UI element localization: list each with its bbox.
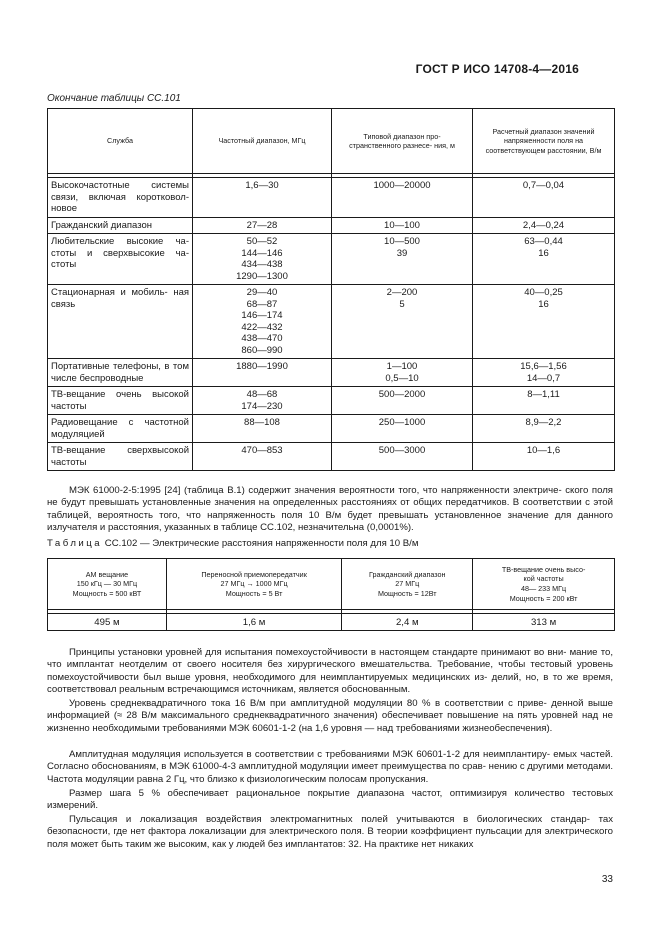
paragraph: Пульсация и локализация воздействия электромагнитных полей учитываются в биологических стандар- тах безопасности, где нет фактора локализации для электрического поля. В теории коэффициент пульсации для электрического поля может быть таким же высоким, как у людей без имплантатов: 32. На практике нет никаких <box>47 814 613 850</box>
service-cell: Гражданский диапазон <box>48 217 193 234</box>
field-distance-table <box>47 558 615 631</box>
field-cell <box>473 443 615 471</box>
dist-cell <box>332 285 473 359</box>
field-value: 63—0,44 <box>524 236 563 247</box>
dist-value: 250—1000 <box>378 417 426 428</box>
table-row <box>48 178 615 218</box>
header-line: 27 МГц <box>395 579 420 589</box>
table-row <box>48 387 615 415</box>
header-line: Мощность = 12Вт <box>377 588 437 598</box>
freq-value: 88—108 <box>244 417 280 428</box>
distance-value: 2,4 м <box>342 614 473 631</box>
dist-cell <box>332 443 473 471</box>
field-value: 0,7—0,04 <box>522 180 565 191</box>
table-row <box>48 285 615 359</box>
service-cell: ТВ-вещание очень высокой частоты <box>48 387 193 415</box>
table-row <box>48 234 615 285</box>
dist-cell <box>332 359 473 387</box>
paragraph: Уровень среднеквадратичного тока 16 В/м при амплитудной модуляции 80 % в соответствии с приве- денной выше информацией (≈ 28 В/м максимального среднеквадратичного значения) обеспечивает повышение на пять уровней над не жизненно необходимыми требованиями МЭК 60601-1-2 (на 1,6 уровня — над требованиями жизнеобеспечения). <box>47 698 613 734</box>
freq-value: 68—87 <box>246 298 278 310</box>
header-line: Гражданский диапазон <box>369 569 446 579</box>
dist-value: 2—200 <box>386 287 418 298</box>
freq-cell <box>193 415 332 443</box>
dist-value: 5 <box>399 298 405 310</box>
freq-cell <box>193 178 332 218</box>
freq-value: 50—52 <box>246 236 278 247</box>
dist-cell <box>332 234 473 285</box>
field-value: 16 <box>538 247 549 259</box>
header-line: Мощность = 500 кВТ <box>72 588 142 598</box>
header-line: 48— 233 МГц <box>521 584 567 593</box>
field-cell <box>473 387 615 415</box>
header-line: кой частоты <box>523 574 564 584</box>
freq-cell <box>193 359 332 387</box>
table1-caption: Окончание таблицы СС.101 <box>47 93 181 104</box>
service-cell: Радиовещание с частотной модуляцией <box>48 415 193 443</box>
paragraph: Размер шага 5 % обеспечивает рациональное покрытие диапазона частот, оптимизируя количество тестовых измерений. <box>47 788 613 812</box>
service-cell: Высокочастотные системы связи, включая коротковол- новое <box>48 178 193 218</box>
field-value: 16 <box>538 298 549 310</box>
frequency-table <box>47 108 615 471</box>
table-row <box>48 359 615 387</box>
field-value: 8—1,11 <box>527 389 560 400</box>
header-line: Мощность = 5 Вт <box>225 588 283 598</box>
distance-value: 495 м <box>48 614 167 631</box>
dist-value: 1—100 <box>386 361 418 372</box>
header-line: Мощность = 200 кВт <box>509 593 578 603</box>
table-row <box>48 443 615 471</box>
dist-value: 0,5—10 <box>385 372 419 384</box>
freq-value: 29—40 <box>246 287 278 298</box>
document-header: ГОСТ Р ИСО 14708-4—2016 <box>415 62 579 76</box>
header-line: ТВ-вещание очень высо- <box>501 564 586 574</box>
dist-cell <box>332 178 473 218</box>
freq-value: 1290—1300 <box>236 270 288 282</box>
table-row <box>48 217 615 234</box>
page-number: 33 <box>601 874 613 885</box>
service-cell: Стационарная и мобиль- ная связь <box>48 285 193 359</box>
freq-value: 422—432 <box>241 321 283 333</box>
service-cell: Портативные телефоны, в том числе беспроводные <box>48 359 193 387</box>
field-value: 40—0,25 <box>524 287 563 298</box>
column-header <box>166 559 341 610</box>
dist-value: 10—500 <box>384 236 420 247</box>
column-header <box>473 559 615 610</box>
column-header <box>48 559 167 610</box>
freq-value: 174—230 <box>241 400 283 412</box>
table2-caption <box>47 538 418 549</box>
dist-cell <box>332 387 473 415</box>
field-cell <box>473 217 615 234</box>
freq-cell <box>193 443 332 471</box>
service-cell: ТВ-вещание сверхвысокой частоты <box>48 443 193 471</box>
freq-value: 470—853 <box>241 445 283 456</box>
freq-value: 144—146 <box>241 247 283 259</box>
freq-cell <box>193 387 332 415</box>
freq-cell <box>193 285 332 359</box>
dist-cell <box>332 217 473 234</box>
dist-value: 500—3000 <box>378 445 426 456</box>
field-value: 2,4—0,24 <box>522 219 565 231</box>
freq-cell <box>193 234 332 285</box>
header-line: 27 МГц → 1000 МГц <box>220 579 288 589</box>
column-header <box>342 559 473 610</box>
paragraph: Принципы установки уровней для испытания помехоустойчивости в настоящем стандарте принимают во вни- мание то, что имплантат неотделим от своего носителя без хирургического вмешательства. Требование, чтобы тестовый уровень помехоустойчивости был выше уровня, необходимого для неимплантируемых медицинских из- делий, но, в то же время, соответствовал реальным встречающимся источникам, является обоснованным. <box>47 647 613 696</box>
distance-value: 1,6 м <box>166 614 341 631</box>
field-cell <box>473 234 615 285</box>
field-cell <box>473 178 615 218</box>
header-line: 150 кГц — 30 МГц <box>76 579 138 589</box>
table-row <box>48 415 615 443</box>
field-cell <box>473 359 615 387</box>
field-value: 14—0,7 <box>526 372 561 384</box>
field-value: 10—1,6 <box>526 445 561 456</box>
freq-value: 860—990 <box>241 344 283 356</box>
service-cell: Любительские высокие ча- стоты и сверхвысокие ча- стоты <box>48 234 193 285</box>
column-header: Расчетный диапазон значений напряженности поля на соответствующем расстоянии, В/м <box>473 109 615 174</box>
header-line: Переносной приемопередатчик <box>201 569 307 579</box>
column-header: Частотный диапазон, МГц <box>193 109 332 174</box>
dist-cell <box>332 415 473 443</box>
dist-value: 500—2000 <box>378 389 426 400</box>
freq-cell <box>193 217 332 234</box>
column-header: Типовой диапазон про- странственного разнесе- ния, м <box>332 109 473 174</box>
field-value: 15,6—1,56 <box>520 361 567 372</box>
dist-value: 1000—20000 <box>373 180 431 191</box>
distance-value: 313 м <box>473 614 615 631</box>
freq-value: 1880—1990 <box>236 361 288 372</box>
column-header: Служба <box>48 109 193 174</box>
table2-label: Таблица <box>47 538 103 549</box>
paragraph: Амплитудная модуляция используется в соответствии с требованиями МЭК 60601-1-2 для неимплантиру- емых частей. Согласно обоснованиям, в МЭК 61000-4-3 амплитудной модуляции имеет преимущества по срав- нению с другими методами. Частота модуляции равна 2 Гц, что близко к физиологическим полосам пропускания. <box>47 749 613 785</box>
freq-value: 27—28 <box>246 219 278 231</box>
field-cell <box>473 415 615 443</box>
dist-value: 10—100 <box>384 219 420 231</box>
freq-value: 48—68 <box>246 389 278 400</box>
freq-value: 438—470 <box>241 333 283 344</box>
freq-value: 146—174 <box>241 310 283 321</box>
field-cell <box>473 285 615 359</box>
freq-value: 434—438 <box>241 259 283 270</box>
header-line: АМ вещание <box>85 569 129 579</box>
table2-title: СС.102 — Электрические расстояния напряженности поля для 10 В/м <box>104 538 419 549</box>
freq-value: 1,6—30 <box>245 180 279 191</box>
dist-value: 39 <box>396 247 408 259</box>
field-value: 8,9—2,2 <box>525 417 562 428</box>
paragraph: МЭК 61000-2-5:1995 [24] (таблица В.1) содержит значения вероятности того, что напряженности электриче- ского поля не будут превышать установленные значения на определенных расстояниях от общих передатчиков. В соответствии с этой таблицей, вероятность того, что напряженность поля 10 В/м будет превышать установленное значение для данного излучателя и расстояния, указанных в таблице СС.102, незначительна (0,0001%). <box>47 485 613 534</box>
